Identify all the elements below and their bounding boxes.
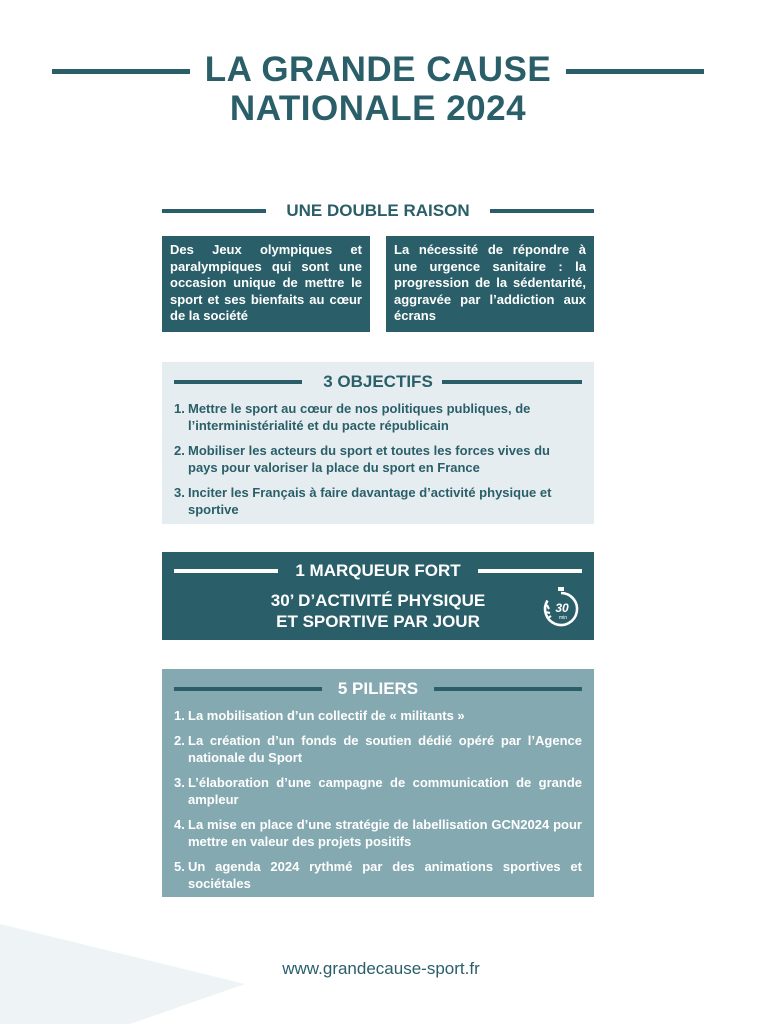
piliers-title: 5 PILIERS	[337, 679, 419, 698]
marqueur-panel	[162, 552, 594, 640]
piliers-list	[174, 707, 582, 900]
stopwatch-30-min-icon	[539, 585, 583, 629]
list-item	[174, 816, 582, 850]
list-item	[174, 858, 582, 892]
list-item-text: Un agenda 2024 rythmé par des animations sportives et sociétales	[188, 859, 582, 891]
list-item-number: 2.	[174, 733, 185, 748]
list-item-text: Inciter les Français à faire davantage d’activité physique et sportive	[188, 485, 552, 517]
list-item	[174, 707, 582, 724]
list-item	[174, 732, 582, 766]
marqueur-statement	[162, 590, 594, 632]
list-item-text: La mise en place d’une stratégie de labellisation GCN2024 pour mettre en valeur des projets positifs	[188, 817, 582, 849]
marqueur-title: 1 MARQUEUR FORT	[295, 561, 461, 580]
page-title-line-2: NATIONALE 2024	[229, 89, 527, 128]
double-raison-heading	[162, 200, 594, 222]
list-item-text: La création d’un fonds de soutien dédié opéré par l’Agence nationale du Sport	[188, 733, 582, 765]
list-item-number: 2.	[174, 443, 185, 458]
double-raison-title: UNE DOUBLE RAISON	[286, 201, 470, 220]
list-item-number: 5.	[174, 859, 185, 874]
list-item-text: La mobilisation d’un collectif de « militants »	[188, 708, 465, 723]
list-item-text: Mobiliser les acteurs du sport et toutes les forces vives du pays pour valoriser la place du sport en France	[188, 443, 550, 475]
list-item-number: 3.	[174, 485, 185, 500]
page-title	[190, 50, 566, 128]
list-item	[174, 774, 582, 808]
list-item-text: L’élaboration d’une campagne de communication de grande ampleur	[188, 775, 582, 807]
stopwatch-unit: min	[558, 615, 568, 621]
list-item	[174, 484, 582, 518]
page-title-line-1: LA GRANDE CAUSE	[204, 50, 552, 89]
marqueur-line-2: ET SPORTIVE PAR JOUR	[276, 612, 480, 631]
objectifs-title: 3 OBJECTIFS	[323, 372, 433, 391]
piliers-heading	[174, 678, 582, 700]
title-rule-left	[52, 69, 190, 74]
raison-box-right: La nécessité de répondre à une urgence sanitaire : la progression de la sédentarité, aggravée par l’addiction aux écrans	[386, 236, 594, 332]
list-item-text: Mettre le sport au cœur de nos politiques publiques, de l’interministérialité et du pacte républicain	[188, 401, 531, 433]
title-rule-right	[566, 69, 704, 74]
list-item-number: 1.	[174, 708, 185, 723]
list-item-number: 4.	[174, 817, 185, 832]
list-item	[174, 442, 582, 476]
objectifs-list	[174, 400, 582, 526]
stopwatch-value: 30	[555, 601, 569, 615]
main-title-block	[52, 50, 704, 130]
objectifs-heading	[174, 371, 582, 393]
raison-box-left: Des Jeux olympiques et paralympiques qui sont une occasion unique de mettre le sport et ses bienfaits au cœur de la société	[162, 236, 370, 332]
piliers-panel	[162, 669, 594, 897]
list-item-number: 1.	[174, 401, 185, 416]
list-item	[174, 400, 582, 434]
list-item-number: 3.	[174, 775, 185, 790]
website-link[interactable]: www.grandecause-sport.fr	[282, 959, 480, 978]
objectifs-panel	[162, 362, 594, 524]
marqueur-heading	[174, 560, 582, 582]
marqueur-line-1: 30’ D’ACTIVITÉ PHYSIQUE	[270, 591, 486, 610]
